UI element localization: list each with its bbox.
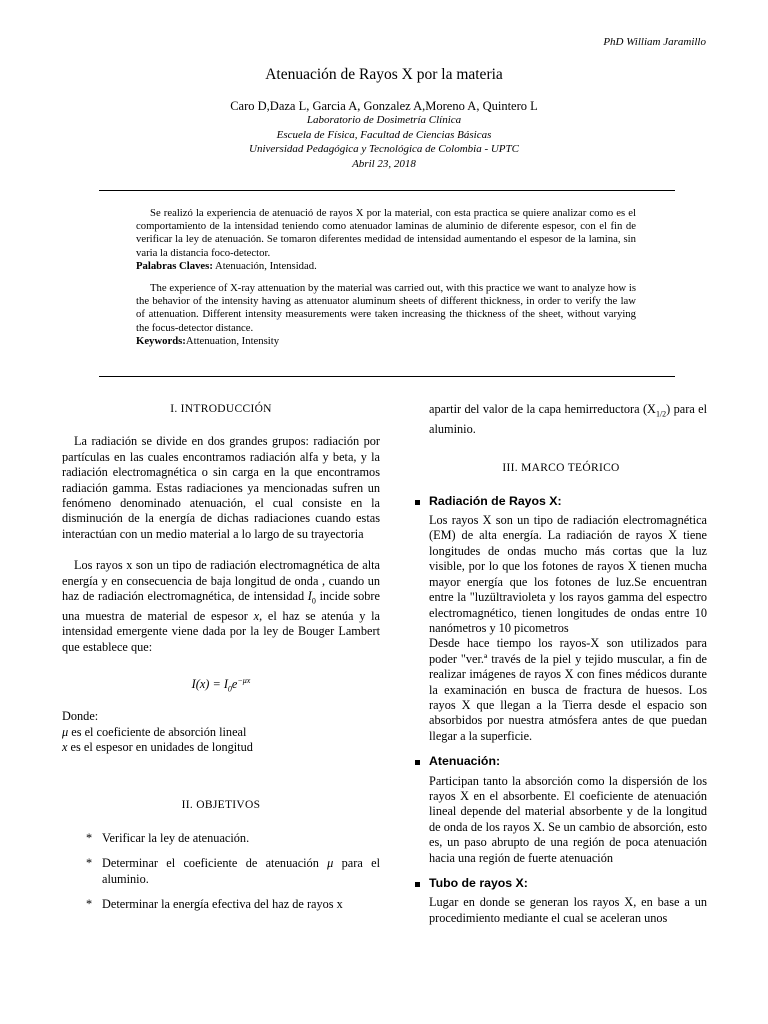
keywords-es	[136, 260, 636, 273]
affil-university: Universidad Pedagógica y Tecnológica de Colombia - UPTC	[249, 143, 519, 155]
objectives-list	[62, 831, 380, 913]
objective-3: Determinar la energía efectiva del haz de rayos x	[102, 896, 343, 911]
paper-title: Atenuación de Rayos X por la materia	[265, 66, 503, 83]
x-symbol: x	[253, 608, 260, 623]
objective-item: * Determinar la energía efectiva del haz de rayos x	[86, 896, 343, 911]
bullet-atenuacion-title: Atenuación:	[429, 754, 501, 769]
bullet-radiacion	[415, 494, 707, 509]
affil-lab: Laboratorio de Dosimetría Clínica	[306, 114, 462, 126]
radiacion-paragraph-2: Desde hace tiempo los rayos-X son utilizados para poder "ver.ª través de la piel y tejido muscular, a fin de realizar imágenes de rayos X con fines médicos durante la examinación en busca de fractura de huesos. Los rayos X que llegan a la Tierra desde el espacio son absorbidos por nuestra atmósfera antes de que puedan llegar a la superficie.	[429, 636, 707, 743]
tubo-paragraph: Lugar en donde se generan los rayos X, en base a un procedimiento mediante el cual se aceleran unos	[429, 895, 707, 925]
abstract-es	[136, 207, 636, 273]
mu-definition: μ es el coeficiente de absorción lineal	[62, 724, 247, 739]
top-rule	[99, 190, 675, 191]
x-definition-text: es el espesor en unidades de longitud	[67, 739, 253, 754]
intro-p2-part-a: Los rayos x son un tipo de radiación electromagnética de alta energía y en consecuencia de baja longitud de onda , cuando un haz de radiación electromagnética, de intensidad	[62, 558, 380, 604]
intro-paragraph-2: Los rayos x son un tipo de radiación electromagnética de alta energía y en consecuencia de baja longitud de onda , cuando un haz de radiación electromagnética, de intensidad $I_0$ incide sobre una muestra de material de espesor x, el haz se atenúa y la intensidad emergente viene dada por la ley de Bouger Lambert que establece que:	[62, 558, 380, 654]
bottom-rule	[99, 376, 675, 377]
right-column	[415, 402, 707, 926]
left-column	[62, 402, 380, 922]
objective-1: Verificar la ley de atenuación.	[102, 830, 250, 845]
keywords-en-text: Attenuation, Intensity	[185, 334, 280, 347]
keywords-en	[136, 335, 636, 348]
section-objetivos: II. OBJETIVOS	[181, 799, 261, 812]
mu-definition-text: es el coeficiente de absorción lineal	[68, 724, 247, 739]
affil-school: Escuela de Física, Facultad de Ciencias Básicas	[276, 128, 492, 141]
abstract-es-text: Se realizó la experiencia de atenuació de rayos X por la material, con esta practica se quiere analizar como es el comportamiento de la intensidad teniendo como atenuador laminas de aluminio de diferente espesor, con el fin de verificar la ley de atenuación. Se tomaron diferentes medidad de intensidad aumentando el espesor de la lamina, sin varia la distancia foco-detector.	[136, 207, 636, 259]
section-introduccion: I. INTRODUCCIÓN	[170, 403, 272, 415]
bullet-tubo-title: Tubo de rayos X:	[429, 876, 528, 891]
bullet-square-icon	[415, 882, 420, 887]
authors: Caro D,Daza L, Garcia A, Gonzalez A,Moreno A, Quintero L	[230, 99, 538, 113]
attenuation-equation: $I(x) = I_0e^{-\mu x}$	[191, 676, 251, 694]
continued-b: ) para el aluminio.	[429, 402, 708, 436]
intro-p2-part-c: , el haz se atenúa y la intensidad emergente viene dada por la ley de Bouger Lambert que establece que:	[62, 608, 380, 654]
objective-2: Determinar el coeficiente de atenuación μ para el aluminio.	[102, 856, 380, 886]
affiliation	[0, 113, 768, 171]
keywords-en-label: Keywords:	[136, 334, 186, 347]
bullet-atenuacion	[415, 754, 707, 769]
continued-sub: 1/2	[655, 409, 667, 419]
bullet-square-icon	[415, 760, 420, 765]
intro-paragraph-1: La radiación se divide en dos grandes grupos: radiación por partículas en las cuales encontramos radiación alfa y beta, y la radiación electromagnética o sin carga en la que encontramos radiación gamma. Estas radiaciones ya mencionadas sufren un fenómeno denominado atenuación, el cual consiste en la disminución de la energía de dichas radiaciones cuando estas interactúan con un medio material a lo largo de su trayectoria	[62, 434, 380, 541]
i0-symbol: I	[307, 589, 312, 604]
bullet-square-icon	[415, 500, 420, 505]
section-marco-teorico: III. MARCO TEÓRICO	[502, 462, 620, 475]
x-definition: x es el espesor en unidades de longitud	[62, 739, 253, 754]
objective-item: * Verificar la ley de atenuación.	[86, 830, 250, 845]
radiacion-paragraph-1: Los rayos X son un tipo de radiación electromagnética (EM) de alta energía. La radiación de rayos X tiene longitudes de ondas mucho más cortas que la luz visible, por lo que los fotones de rayos X tienen mucha mayor energía que los fotones de luz.Se encuentran entre la "luzültravioleta y los rayos gamma del espectro electromagnético, tienen longitudes de ondas entre 10 nanómetros y 10 picometros	[429, 513, 707, 635]
intro-p2-part-b: incide sobre una muestra de material de espesor	[62, 589, 380, 623]
continued-paragraph	[415, 402, 707, 437]
continued-a: apartir del valor de la capa hemirreductora (X	[429, 402, 656, 416]
abstract-en-text: The experience of X-ray attenuation by the material was carried out, with this practice we want to analyze how is the behavior of the intensity having as attenuator aluminum sheets of different thickness, in order to verify the law of attenuation. Different intensity measurements were taken increasing the thickness of the sheet, without varying the focus-detector distance.	[136, 282, 636, 334]
donde-label: Donde:	[62, 709, 99, 724]
keywords-es-text: Atenuación, Intensidad.	[212, 259, 317, 272]
bullet-tubo	[415, 876, 707, 891]
running-header: PhD William Jaramillo	[603, 36, 706, 48]
objective-2-b: para el aluminio.	[102, 856, 380, 886]
affil-date: Abril 23, 2018	[352, 157, 416, 170]
abstract-en	[136, 282, 636, 348]
objective-item: * Determinar el coeficiente de atenuación μ para el aluminio.	[86, 856, 380, 886]
bullet-radiacion-title: Radiación de Rayos X:	[429, 493, 562, 508]
objective-2-a: Determinar el coeficiente de atenuación	[102, 856, 328, 871]
keywords-es-label: Palabras Claves:	[136, 259, 213, 272]
atenuacion-paragraph: Participan tanto la absorción como la dispersión de los rayos X en el absorbente. El coeficiente de atenuación lineal depende del material absorbente y de la longitud de onda de los rayos X. Se un cambio de absorción, esto es, un paso abrupto de una región de poca atenuación hacia una región de fuerte atenuación	[429, 773, 707, 865]
